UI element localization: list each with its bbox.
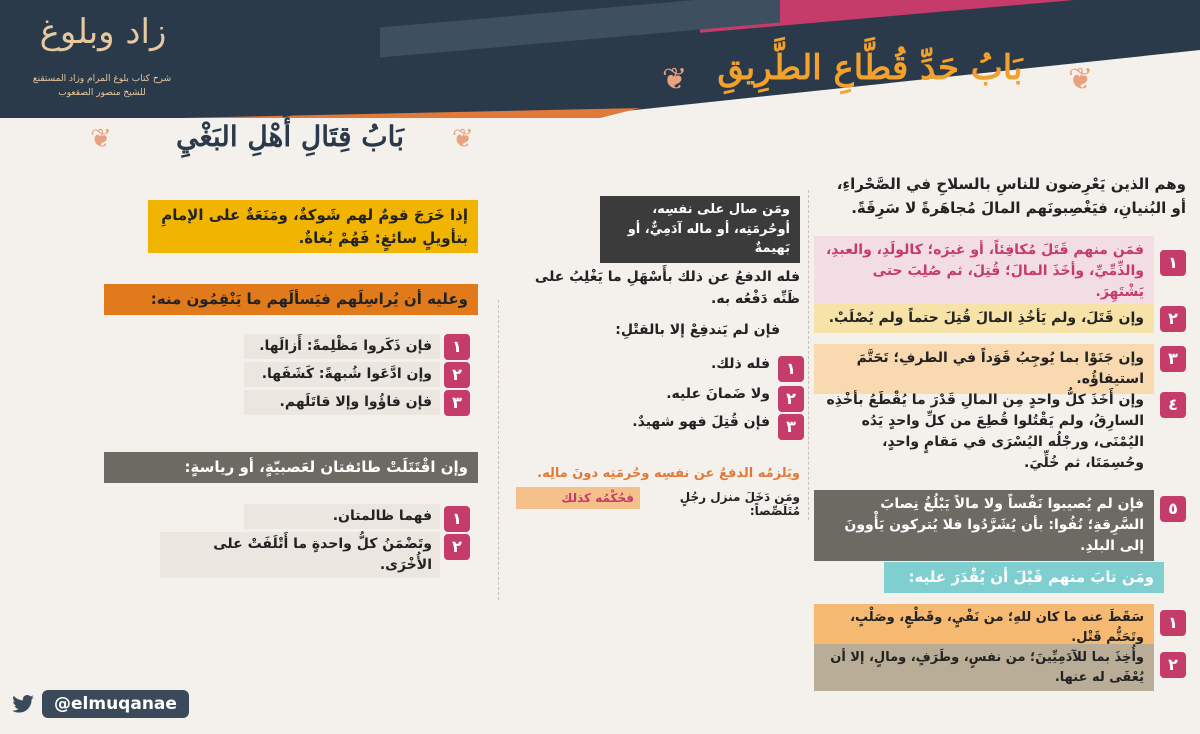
item-number: ٣ bbox=[444, 390, 470, 416]
item-number: ٣ bbox=[778, 414, 804, 440]
item-number: ٢ bbox=[778, 386, 804, 412]
logo bbox=[10, 8, 180, 108]
item-number: ١ bbox=[444, 334, 470, 360]
robbery-item-4: وإن أَخَذَ كلُّ واحدٍ مِن المالِ قَدْرَ ما يُقْطَعُ بأخْذِه السارِقُ، ولم يَقْتُلوا قُطِعَ من كلِّ واحدٍ يَدُه اليُمْنَى، ورجْلُه اليُسْرَى في مَقامٍ واحدٍ، وحُسِمَتَا، ثم خُلِّيَ. bbox=[826, 392, 1144, 471]
repent-item-1: سَقَطَ عنه ما كان للهِ؛ من نَفْيٍ، وقَطْعٍ، وصَلْبٍ، وتَحَتُّمِ قَتْلٍ. bbox=[814, 604, 1154, 651]
rebels-fight-heading: وإن اقْتَتَلَتْ طائفتان لعَصبيّةٍ، أو رياسةٍ: bbox=[104, 452, 478, 483]
ornament-rebels-right-icon: ❦ bbox=[452, 124, 474, 154]
social-footer bbox=[12, 690, 189, 718]
assault-rule: فله الدفعُ عن ذلك بأَسْهَلِ ما يَغْلِبُ على ظَنِّه دَفْعُه به. bbox=[534, 269, 800, 308]
rebels-item-2: وإن ادَّعَوا شُبهةً: كَشَفَها. bbox=[244, 362, 440, 387]
repent-item-2: وأُخِذَ بما للآدَمِيِّينَ؛ من نفسٍ، وطَرَفٍ، ومالٍ، إلا أن يُعْفَى له عنها. bbox=[814, 644, 1154, 691]
logo-title: زاد وبلوغ bbox=[39, 12, 167, 52]
item-number: ٢ bbox=[444, 362, 470, 388]
assault-note-1: ويَلزمُه الدفعُ عن نفسِه وحُرمَتِه دونَ مالِه. bbox=[537, 466, 800, 481]
rebels-obligation: وعليه أن يُراسِلَهم فيَسألَهم ما يَنْقِمُون منه: bbox=[104, 284, 478, 315]
rebels-fight-item-2: وتَضْمَنُ كلُّ واحدةٍ ما أَتْلَفَتْ على الأُخْرَى. bbox=[160, 532, 440, 578]
rebels-fight-item-1: فهما ظالمتان. bbox=[244, 504, 440, 529]
page-title-rebels: بَابُ قِتَالِ أَهْلِ البَغْيِ bbox=[176, 120, 404, 153]
column-divider-right bbox=[808, 190, 809, 520]
item-number: ٣ bbox=[1160, 346, 1186, 372]
assault-note-2a: ومَن دَخَلَ منزل رجُلٍ مُتَلَصِّصاً: bbox=[679, 490, 800, 518]
robbery-item-2: وإن قَتَلَ، ولم يَأخُذِ المالَ قُتِلَ حتماً ولم يُصْلَبْ. bbox=[814, 304, 1154, 333]
robbery-item-1: فمَن منهم قَتَلَ مُكافِئاً، أو غيرَه؛ كالولَدِ، والعبدِ، والذِّمِّيِّ، وأخَذَ المالَ؛ قُتِلَ، ثم صُلِبَ حتى يَشْتَهِرَ. bbox=[814, 236, 1154, 307]
item-number: ٢ bbox=[1160, 652, 1186, 678]
repent-heading: ومَن تابَ منهم قَبْلَ أن يُقْدَرَ عليه: bbox=[884, 562, 1164, 593]
assault-note-2b: فحُكْمُه كذلك bbox=[516, 487, 640, 509]
social-handle[interactable]: @elmuqanae bbox=[42, 690, 189, 718]
robbery-intro: وهم الذين يَعْرِضون للناسِ بالسلاحِ في الصَّحْراءِ، أو البُنيانِ، فيَغْصِبونَهم المالَ مُجاهَرةً لا سَرِقَةً. bbox=[836, 175, 1186, 217]
ornament-left-icon: ❦ bbox=[662, 62, 688, 97]
item-number: ١ bbox=[444, 506, 470, 532]
assault-item-1: فله ذلك. bbox=[710, 356, 770, 372]
rebels-item-3: فإن فاؤُوا وإلا قاتَلَهم. bbox=[244, 390, 440, 415]
item-number: ١ bbox=[778, 356, 804, 382]
ornament-right-icon: ❦ bbox=[1068, 62, 1094, 97]
rebels-item-1: فإن ذَكَروا مَظْلِمةً: أَزالَها. bbox=[244, 334, 440, 359]
assault-item-2: ولا ضَمانَ عليه. bbox=[666, 386, 770, 402]
page-title-robbery: بَابُ حَدِّ قُطَّاعِ الطَّرِيقِ bbox=[717, 48, 1023, 88]
ornament-rebels-left-icon: ❦ bbox=[90, 124, 112, 154]
assault-heading: ومَن صال على نفسِه، أوحُرمَتِه، أو ماله آدَمِيٌّ، أو بَهيمةٌ bbox=[600, 196, 800, 263]
logo-author: للشيخ منصور الصقعوب bbox=[58, 88, 146, 98]
twitter-icon[interactable] bbox=[12, 695, 34, 713]
assault-sub: فإن لم يَندفِعْ إلا بالقتْلِ: bbox=[615, 322, 780, 338]
item-number: ٢ bbox=[1160, 306, 1186, 332]
item-number: ٢ bbox=[444, 534, 470, 560]
item-number: ٤ bbox=[1160, 392, 1186, 418]
column-divider-left bbox=[498, 300, 499, 600]
item-number: ٥ bbox=[1160, 496, 1186, 522]
robbery-item-3: وإن جَنَوْا بما يُوجِبُ قَوَداً في الطرفِ؛ تَحَتَّمَ استيفاؤُه. bbox=[814, 344, 1154, 394]
rebels-definition: إذا خَرَجَ قومٌ لهم شَوكةٌ، ومَنَعَةٌ على الإمامِ بتأويلٍ سائغٍ: فَهُمْ بُغاةٌ. bbox=[148, 200, 478, 253]
logo-subtitle: شرح كتاب بلوغ المرام وزاد المستقنع bbox=[32, 74, 172, 84]
item-number: ١ bbox=[1160, 610, 1186, 636]
item-number: ١ bbox=[1160, 250, 1186, 276]
assault-item-3: فإن قُتِلَ فهو شهيدٌ. bbox=[632, 414, 770, 430]
robbery-item-5: فإن لم يُصيبوا نَفْساً ولا مالاً يَبْلُغُ نِصابَ السَّرِقةِ؛ نُفُوا: بأن يُشَرَّدُوا فلا يُتركون يَأْوونَ إلى البلدِ. bbox=[814, 490, 1154, 561]
